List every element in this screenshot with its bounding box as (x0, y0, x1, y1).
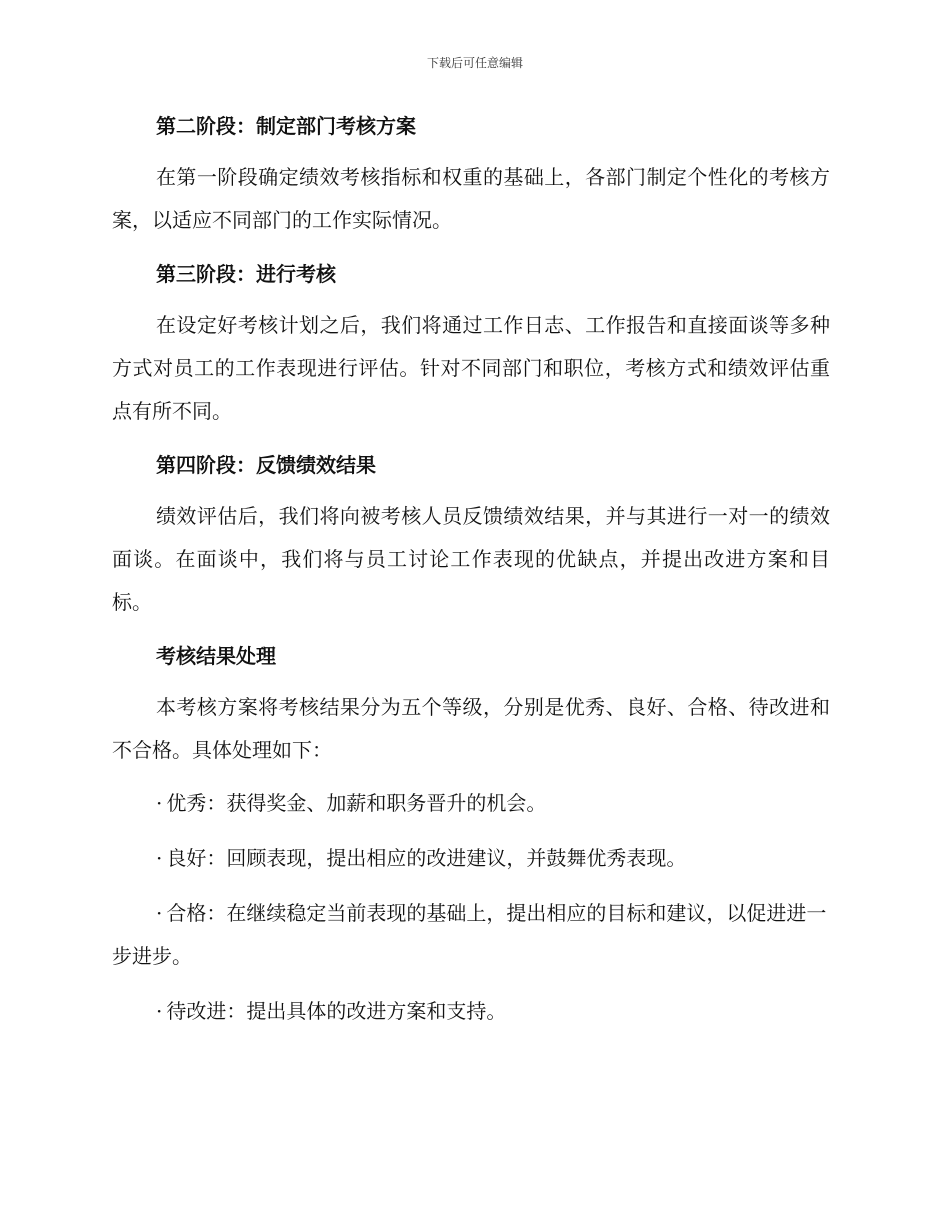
bullet-marker: · (156, 999, 163, 1023)
list-item-good (112, 837, 830, 880)
document-body (112, 104, 830, 1045)
list-item-text: 优秀：获得奖金、加薪和职务晋升的机会。 (166, 791, 547, 815)
section-heading-stage-4: 第四阶段：反馈绩效结果 (156, 453, 376, 477)
list-item-needs-improvement (112, 990, 830, 1033)
list-item-text: 良好：回顾表现，提出相应的改进建议，并鼓舞优秀表现。 (166, 846, 687, 870)
section-paragraph-stage-3: 在设定好考核计划之后，我们将通过工作日志、工作报告和直接面谈等多种方式对员工的工作表现进行评估。针对不同部门和职位，考核方式和绩效评估重点有所不同。 (112, 313, 830, 423)
section-paragraph-results: 本考核方案将考核结果分为五个等级，分别是优秀、良好、合格、待改进和不合格。具体处理如下： (112, 695, 830, 762)
section-heading-results: 考核结果处理 (156, 644, 276, 668)
section-paragraph-stage-4: 绩效评估后，我们将向被考核人员反馈绩效结果，并与其进行一对一的绩效面谈。在面谈中，我们将与员工讨论工作表现的优缺点，并提出改进方案和目标。 (112, 504, 830, 614)
section-heading-stage-3: 第三阶段：进行考核 (156, 262, 336, 286)
list-item-pass (112, 892, 830, 978)
section-paragraph-stage-2: 在第一阶段确定绩效考核指标和权重的基础上，各部门制定个性化的考核方案，以适应不同部门的工作实际情况。 (112, 165, 830, 232)
bullet-marker: · (156, 791, 163, 815)
list-item-text: 合格：在继续稳定当前表现的基础上，提出相应的目标和建议，以促进进一步进步。 (112, 901, 827, 968)
page-header: 下载后可任意编辑 (426, 56, 523, 70)
bullet-marker: · (156, 846, 163, 870)
list-item-text: 待改进：提出具体的改进方案和支持。 (166, 999, 507, 1023)
bullet-marker: · (156, 901, 163, 925)
list-item-excellent (112, 782, 830, 825)
section-heading-stage-2: 第二阶段：制定部门考核方案 (156, 114, 416, 138)
